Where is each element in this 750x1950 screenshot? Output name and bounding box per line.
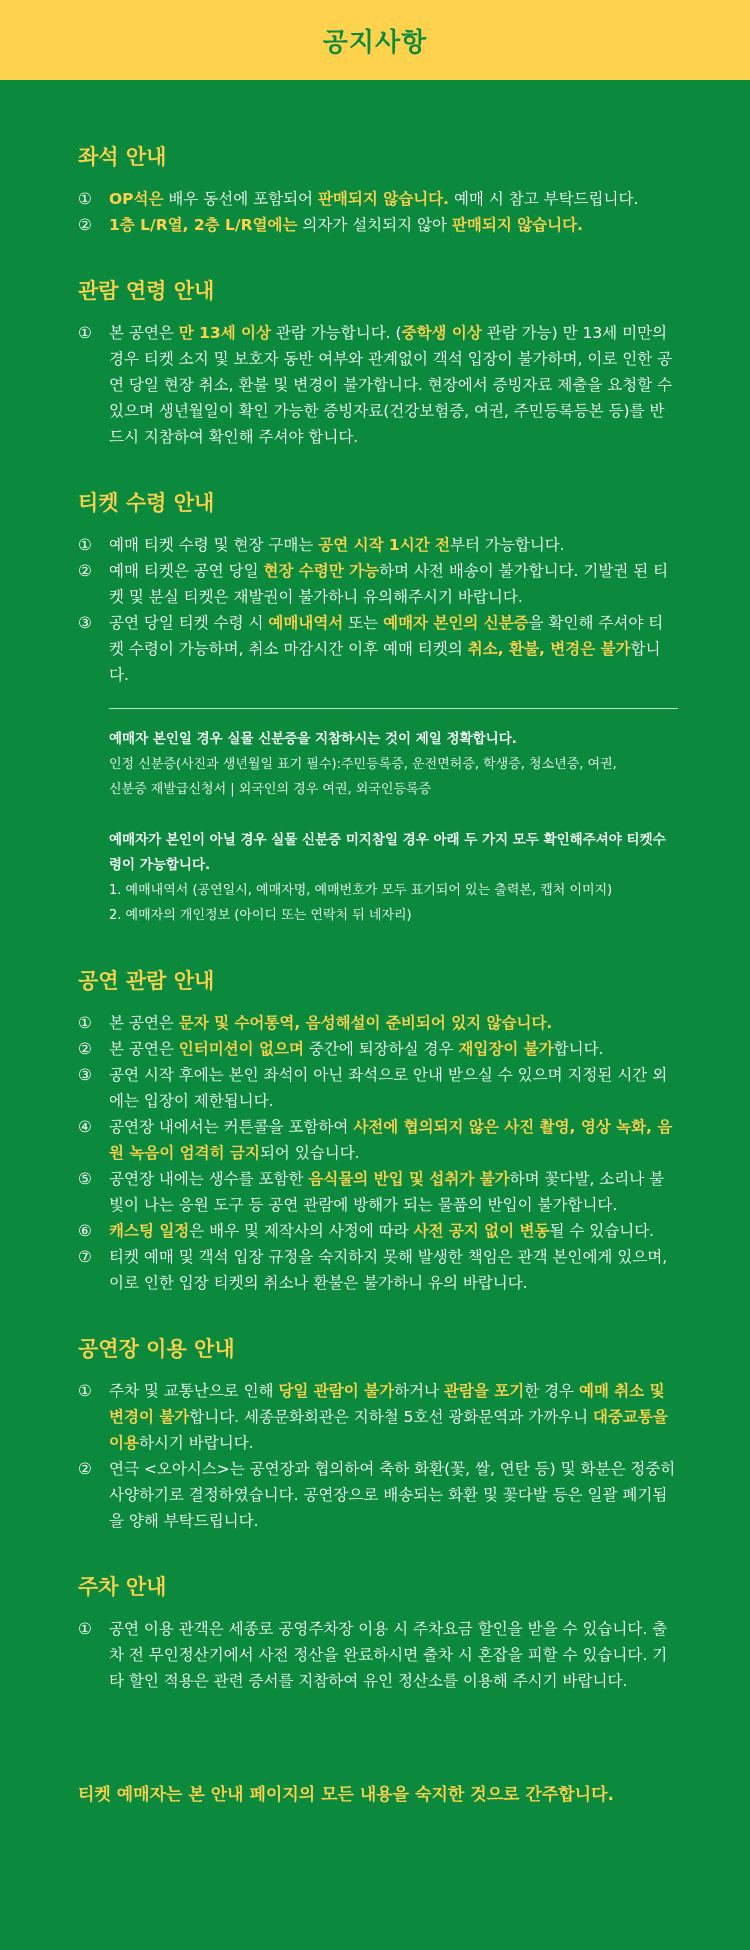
section-viewing [78,966,678,1296]
footer-notice: 티켓 예매자는 본 안내 페이지의 모든 내용을 숙지한 것으로 간주합니다. [78,1785,614,1805]
item-number: ① [78,1620,92,1638]
plain-text: 을 확인해 주셔야 티켓 수령이 가능하며, 취소 마감시간 이후 예매 티켓의 [109,614,664,658]
plain-text: 본 공연은 [109,324,179,342]
section-ticket [78,488,678,928]
section-title-seat: 좌석 안내 [78,145,167,169]
item-text [109,1010,678,1036]
item-number: ⑤ [78,1170,92,1188]
highlight-text: 취소, 환불, 변경은 불가 [467,640,631,658]
plain-text: 하며 꽃다발, 소리나 불빛이 나는 응원 도구 등 공연 관람에 방해가 되는 물품의 반입이 불가합니다. [109,1170,665,1214]
plain-text: 공연장 내에서는 커튼콜을 포함하여 [109,1118,354,1136]
plain-text: 예매 티켓 수령 및 현장 구매는 [109,536,319,554]
highlight-text: 판매되지 않습니다. [451,216,583,234]
item-number: ① [78,1382,92,1400]
item-number: ⑥ [78,1222,92,1240]
highlight-text: 재입장이 불가 [458,1040,554,1058]
section-seat [78,142,678,238]
plain-text: 공연 당일 티켓 수령 시 [109,614,269,632]
divider [109,708,678,709]
list-item [78,532,678,558]
id-note-self [109,727,678,802]
plain-text: 되어 있습니다. [259,1144,360,1162]
item-text [109,558,678,610]
item-number: ③ [78,614,92,632]
plain-text: 또는 [343,614,384,632]
plain-text: 공연 시작 후에는 본인 좌석이 아닌 좌석으로 안내 받으실 수 있으며 지정된 시간 외에는 입장이 제한됩니다. [109,1066,668,1110]
highlight-text: 음식물의 반입 및 섭취가 불가 [308,1170,510,1188]
section-title-ticket: 티켓 수령 안내 [78,491,215,515]
plain-text: 은 배우 및 제작사의 사정에 따라 [189,1222,414,1240]
list-item [78,1062,678,1114]
item-text [109,1456,678,1534]
item-number: ② [78,1460,92,1478]
plain-text: 하시기 바랍니다. [138,1434,254,1452]
item-text [109,1616,678,1694]
highlight-text: 현장 수령만 가능 [263,562,380,580]
section-title-parking: 주차 안내 [78,1575,167,1599]
plain-text: 합니다. [553,1040,604,1058]
note-line: 신분증 재발급신청서 | 외국인의 경우 여권, 외국인등록증 [109,782,432,797]
plain-text: 본 공연은 [109,1040,179,1058]
list-item [78,186,678,212]
item-text [109,320,678,450]
item-number: ⑦ [78,1248,92,1266]
item-number: ② [78,216,92,234]
list-item [78,1244,678,1296]
list-item [78,212,678,238]
highlight-text: 당일 관람이 불가 [278,1382,395,1400]
section-title-venue: 공연장 이용 안내 [78,1337,235,1361]
plain-text: 하며 사전 배송이 불가합니다. 기발권 된 티켓 및 분실 티켓은 재발권이 불가하니 유의해주시기 바랍니다. [109,562,669,606]
highlight-text: 인터미션이 없으며 [178,1040,304,1058]
highlight-text: 공연 시작 1시간 전 [318,536,451,554]
plain-text: 부터 가능합니다. [450,536,565,554]
section-age [78,276,678,450]
section-title-viewing: 공연 관람 안내 [78,969,215,993]
note-title: 예매자가 본인이 아닐 경우 실물 신분증 미지참일 경우 아래 두 가지 모두 확인해주셔야 티켓수령이 가능합니다. [109,832,666,873]
highlight-text: 대중교통을 이용 [109,1408,668,1452]
section-title-age: 관람 연령 안내 [78,279,215,303]
item-text [109,212,678,238]
plain-text: 될 수 있습니다. [549,1222,655,1240]
list-item [78,1036,678,1062]
plain-text: 합니다. [109,640,661,684]
notice-content [0,80,750,1694]
item-number: ② [78,562,92,580]
highlight-text: OP석은 [109,190,164,208]
highlight-text: 캐스팅 일정 [109,1222,190,1240]
list-item [78,1456,678,1534]
plain-text: 의자가 설치되지 않아 [297,216,452,234]
item-text [109,1036,678,1062]
plain-text: 본 공연은 [109,1014,179,1032]
item-number: ① [78,324,92,342]
item-text [109,1218,678,1244]
item-text [109,186,678,212]
list-item [78,1010,678,1036]
note-line: 1. 예매내역서 (공연일시, 예매자명, 예매번호가 모두 표기되어 있는 출력본, 캡처 이미지) [109,883,613,898]
item-text [109,1062,678,1114]
item-text [109,610,678,688]
plain-text: 공연장 내에는 생수를 포함한 [109,1170,309,1188]
plain-text: 하거나 [394,1382,444,1400]
plain-text: 티켓 예매 및 객석 입장 규정을 숙지하지 못해 발생한 책임은 관객 본인에게 있으며, 이로 인한 입장 티켓의 취소나 환불은 불가하니 유의 바랍니다. [109,1248,668,1292]
item-text [109,1166,678,1218]
list-item [78,1616,678,1694]
item-text [109,1114,678,1166]
plain-text: 한 경우 [524,1382,579,1400]
list-item [78,1378,678,1456]
plain-text: 배우 동선에 포함되어 [163,190,318,208]
plain-text: 연극 <오아시스>는 공연장과 협의하여 축하 화환(꽃, 쌀, 연탄 등) 및 화분은 정중히 사양하기로 결정하였습니다. 공연장으로 배송되는 화환 및 꽃다발 등은 일괄 폐기됨을 양해 부탁드립니다. [109,1460,676,1530]
item-number: ② [78,1040,92,1058]
plain-text: 공연 이용 관객은 세종로 공영주차장 이용 시 주차요금 할인을 받을 수 있습니다. 출차 전 무인정산기에서 사전 정산을 완료하시면 출차 시 혼잡을 피할 수 있습니다. 기타 할인 적용은 관련 증서를 지참하여 유인 정산소를 이용해 주시기 바랍니다. [109,1620,668,1690]
highlight-text: 예매자 본인의 신분증 [383,614,529,632]
plain-text: 관람 가능합니다. ( [271,324,402,342]
page-title: 공지사항 [322,27,428,58]
highlight-text: 예매내역서 [268,614,344,632]
highlight-text: 1층 L/R열, 2층 L/R열에는 [109,216,298,234]
note-title: 예매자 본인일 경우 실물 신분증을 지참하시는 것이 제일 정확합니다. [109,731,517,747]
section-venue [78,1334,678,1534]
highlight-text: 관람을 포기 [443,1382,525,1400]
section-parking [78,1572,678,1694]
note-line: 인정 신분증(사진과 생년월일 표기 필수):주민등록증, 운전면허증, 학생증, 청소년증, 여권, [109,757,617,772]
list-item [78,610,678,688]
list-item [78,558,678,610]
item-number: ① [78,536,92,554]
list-item [78,320,678,450]
item-number: ① [78,190,92,208]
id-note-other [109,828,678,928]
plain-text: 합니다. 세종문화회관은 지하철 5호선 광화문역과 가까우니 [189,1408,593,1426]
note-line: 2. 예매자의 개인정보 (아이디 또는 연락처 뒤 네자리) [109,908,412,923]
item-text [109,1378,678,1456]
highlight-text: 사전 공지 없이 변동 [413,1222,550,1240]
list-item [78,1218,678,1244]
item-text [109,1244,678,1296]
item-number: ① [78,1014,92,1032]
plain-text: 주차 및 교통난으로 인해 [109,1382,279,1400]
list-item [78,1166,678,1218]
plain-text: 예매 티켓은 공연 당일 [109,562,264,580]
notice-banner [0,0,750,80]
item-number: ③ [78,1066,92,1084]
item-text [109,532,678,558]
highlight-text: 판매되지 않습니다. [317,190,450,208]
item-number: ④ [78,1118,92,1136]
plain-text: 중간에 퇴장하실 경우 [303,1040,459,1058]
plain-text: 관람 가능) 만 13세 미만의 경우 티켓 소지 및 보호자 동반 여부와 관계없이 객석 입장이 불가하며, 이로 인한 공연 당일 현장 취소, 환불 및 변경이 불가합니다. 현장에서 증빙자료 제출을 요청할 수 있으며 생년월일이 확인 가능한 증빙자료(건강보험증, 여권, 주민등록등본 등)를 반드시 지참하여 확인해 주셔야 합니다. [109,324,673,446]
plain-text: 예매 시 참고 부탁드립니다. [449,190,639,208]
highlight-text: 만 13세 이상 [178,324,272,342]
highlight-text: 문자 및 수어통역, 음성해설이 준비되어 있지 않습니다. [178,1014,553,1032]
list-item [78,1114,678,1166]
highlight-text: 사전에 협의되지 않은 사진 촬영, 영상 녹화, 음원 녹음이 엄격히 금지 [109,1118,673,1162]
highlight-text: 예매 취소 및 변경이 불가 [109,1382,665,1426]
highlight-text: 중학생 이상 [401,324,482,342]
